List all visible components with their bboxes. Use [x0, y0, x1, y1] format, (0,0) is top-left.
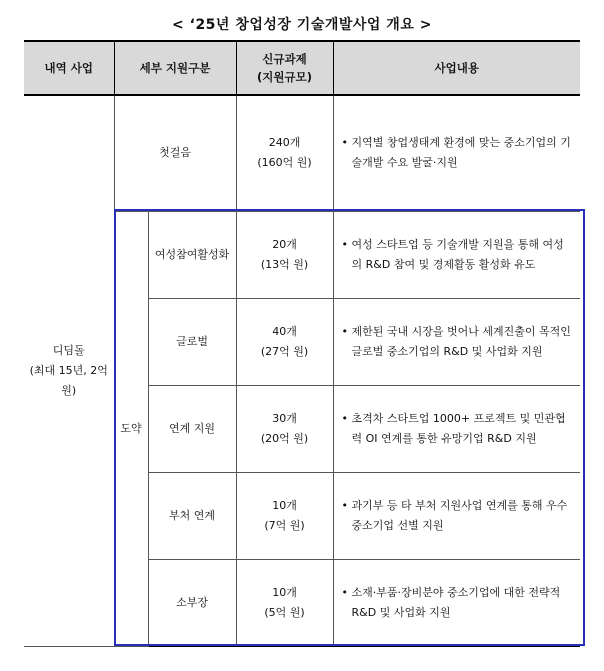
bullet: • [341, 411, 349, 425]
description-cell [333, 95, 580, 211]
description-cell [333, 385, 580, 472]
description-text: 여성 스타트업 등 기술개발 지원을 통해 여성의 R&D 참여 및 경제활동 활성화 유도 [351, 237, 564, 271]
subcategory-cell: 연계 지원 [148, 385, 236, 472]
task-count: 20개 [272, 237, 297, 251]
budget: (7억 원) [264, 518, 305, 532]
header-scale [236, 41, 333, 95]
description-text: 소재·부품·장비분야 중소기업에 대한 전략적 R&D 및 사업화 지원 [351, 585, 561, 619]
bullet: • [341, 498, 349, 512]
program-name-cell [24, 95, 114, 646]
scale-cell [236, 298, 333, 385]
scale-cell [236, 559, 333, 646]
subcategory-cell: 첫걸음 [114, 95, 236, 211]
task-count: 10개 [272, 498, 297, 512]
subcategory-cell: 소부장 [148, 559, 236, 646]
group-cell: 도약 [114, 211, 148, 646]
program-overview-table [24, 40, 580, 647]
header-description: 사업내용 [333, 41, 580, 95]
description-text: 제한된 국내 시장을 벗어나 세계진출이 목적인 글로벌 중소기업의 R&D 및 사업화 지원 [351, 324, 571, 358]
description-cell [333, 559, 580, 646]
description-cell [333, 472, 580, 559]
task-count: 240개 [268, 136, 301, 150]
description-text: 과기부 등 타 부처 지원사업 연계를 통해 우수 중소기업 선별 지원 [351, 498, 568, 532]
task-count: 10개 [272, 585, 297, 599]
description-cell [333, 298, 580, 385]
budget: (5억 원) [264, 605, 305, 619]
budget: (27억 원) [260, 344, 309, 358]
scale-cell [236, 211, 333, 298]
program-limit: (최대 15년, 2억원) [29, 363, 108, 397]
budget: (20억 원) [260, 431, 309, 445]
header-scale-line1: 신규과제 [262, 52, 307, 66]
bullet: • [341, 585, 349, 599]
header-subcategory: 세부 지원구분 [114, 41, 236, 95]
header-program: 내역 사업 [24, 41, 114, 95]
description-text: 초격차 스타트업 1000+ 프로젝트 및 민관협력 OI 연계를 통한 유망기업 R&D 지원 [351, 411, 566, 445]
page-title: < ‘25년 창업성장 기술개발사업 개요 > [172, 17, 432, 33]
bullet: • [341, 136, 349, 150]
description-text: 지역별 창업생태계 환경에 맞는 중소기업의 기술개발 수요 발굴·지원 [351, 136, 571, 170]
subcategory-cell: 글로벌 [148, 298, 236, 385]
header-scale-line2: (지원규모) [257, 70, 312, 84]
subcategory-cell: 부처 연계 [148, 472, 236, 559]
scale-cell [236, 472, 333, 559]
task-count: 30개 [272, 411, 297, 425]
scale-cell [236, 385, 333, 472]
budget: (160억 원) [257, 156, 312, 170]
table-row [24, 95, 580, 211]
task-count: 40개 [272, 324, 297, 338]
budget: (13억 원) [260, 257, 309, 271]
bullet: • [341, 237, 349, 251]
scale-cell [236, 95, 333, 211]
header-row [24, 41, 580, 95]
program-name: 디딤돌 [52, 343, 85, 357]
subcategory-cell: 여성참여활성화 [148, 211, 236, 298]
description-cell [333, 211, 580, 298]
bullet: • [341, 324, 349, 338]
